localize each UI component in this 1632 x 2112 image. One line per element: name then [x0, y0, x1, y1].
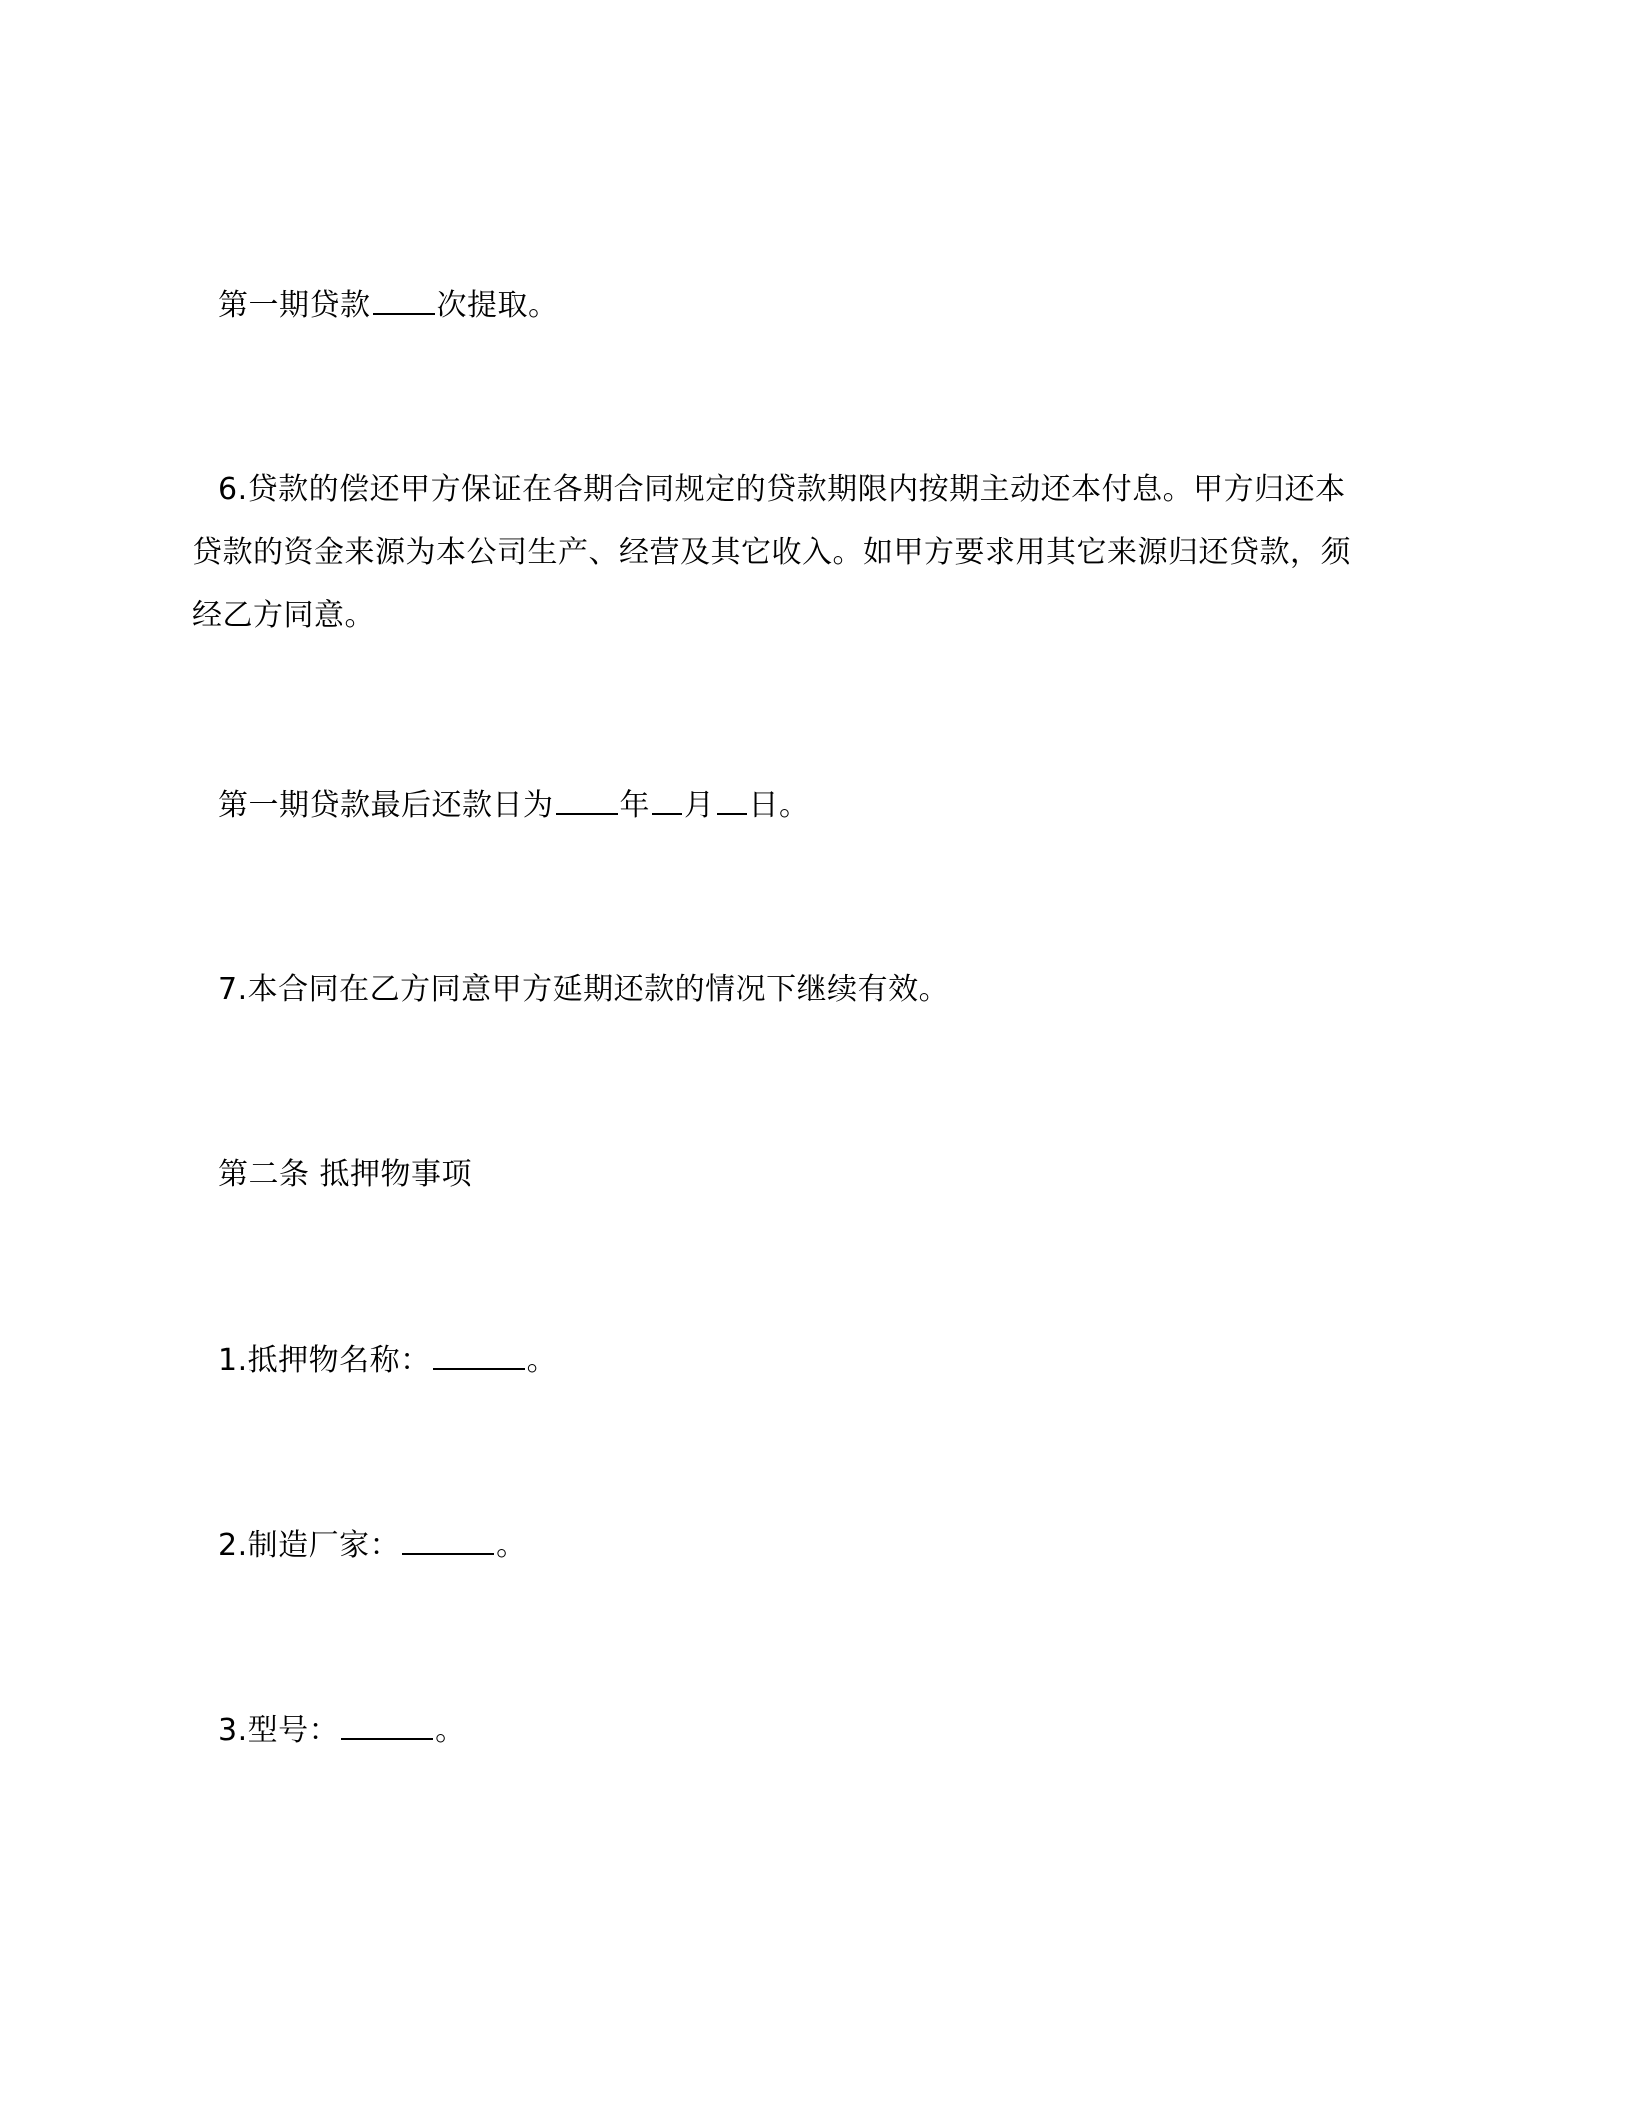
clause-6-line-1: 6.贷款的偿还甲方保证在各期合同规定的贷款期限内按期主动还本付息。甲方归还本: [218, 472, 1346, 507]
text-segment: 。: [526, 1343, 558, 1378]
day-blank: [717, 785, 747, 815]
day-label: 日。: [748, 788, 810, 823]
text-segment: 。: [435, 1713, 466, 1748]
clause-6-line-3: 经乙方同意。: [192, 598, 375, 633]
text-segment: 第一期贷款: [218, 288, 371, 323]
first-installment-withdrawal-line: [218, 285, 559, 326]
item-label: 1.抵押物名称：: [218, 1343, 431, 1378]
blank-field: [341, 1710, 433, 1740]
year-label: 年: [619, 788, 650, 823]
blank-field: [373, 285, 435, 315]
repayment-date-line: [218, 785, 810, 826]
manufacturer-line: [218, 1525, 527, 1566]
model-line: [218, 1710, 466, 1751]
collateral-name-line: [218, 1340, 557, 1381]
article-2-title: 第二条 抵押物事项: [218, 1157, 473, 1192]
text-segment: 第一期贷款最后还款日为: [218, 788, 554, 823]
clause-7: 7.本合同在乙方同意甲方延期还款的情况下继续有效。: [218, 972, 950, 1007]
blank-field: [402, 1525, 494, 1555]
month-label: 月: [684, 788, 715, 823]
item-label: 2.制造厂家：: [218, 1528, 401, 1563]
text-segment: 。: [496, 1528, 527, 1563]
year-blank: [556, 785, 618, 815]
text-segment: 次提取。: [436, 288, 559, 323]
item-label: 3.型号：: [218, 1713, 340, 1748]
clause-6-line-2: 贷款的资金来源为本公司生产、经营及其它收入。如甲方要求用其它来源归还贷款，须: [192, 535, 1351, 570]
blank-field: [433, 1340, 525, 1370]
month-blank: [652, 785, 682, 815]
